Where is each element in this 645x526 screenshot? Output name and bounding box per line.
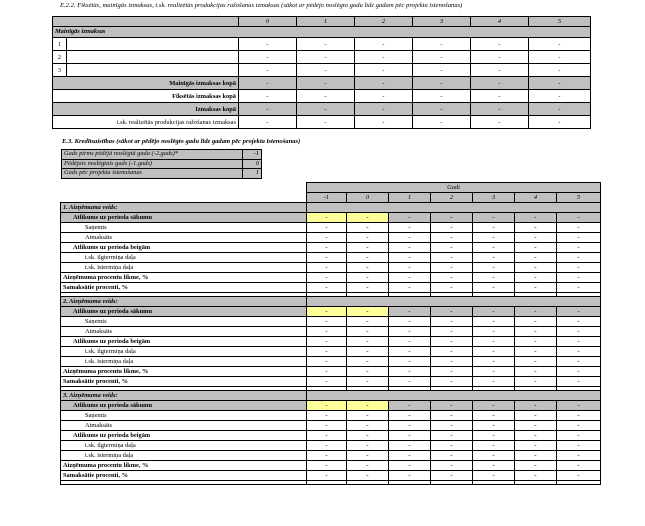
spacer-row: [61, 481, 601, 485]
value-cell[interactable]: -: [557, 233, 601, 243]
value-cell: -: [473, 347, 515, 357]
loan-title-row: 3. Aizņēmuma veids:: [61, 391, 601, 401]
col-header: 0: [347, 193, 389, 203]
value-cell[interactable]: -: [389, 411, 431, 421]
value-cell: -: [307, 337, 347, 347]
col-header: 2: [431, 193, 473, 203]
value-cell[interactable]: -: [389, 223, 431, 233]
value-cell: -: [431, 307, 473, 317]
value-cell: -: [557, 431, 601, 441]
value-cell: -: [557, 243, 601, 253]
value-cell: -: [473, 213, 515, 223]
total-row: t.sk. realizētās produkcijas ražošanas izmaksas - - - - - -: [53, 116, 591, 129]
value-cell: -: [557, 307, 601, 317]
value-cell: -: [473, 377, 515, 387]
row-label: Saņemts: [61, 411, 307, 421]
table-row: [61, 273, 601, 283]
value-cell: -: [307, 451, 347, 461]
value-cell[interactable]: -: [307, 327, 347, 337]
value-cell: -: [557, 471, 601, 481]
value-cell[interactable]: -: [389, 273, 431, 283]
table-row: [61, 411, 601, 421]
value-cell: -: [515, 441, 557, 451]
table-row: [61, 401, 601, 411]
value-cell[interactable]: -: [515, 411, 557, 421]
value-cell: -: [431, 283, 473, 293]
value-cell[interactable]: -: [307, 401, 347, 411]
value-cell[interactable]: -: [307, 461, 347, 471]
row-label: Aizņēmuma procentu likme, %: [61, 461, 307, 471]
value-cell: -: [431, 377, 473, 387]
col-header: 4: [471, 17, 529, 27]
value-cell[interactable]: -: [307, 421, 347, 431]
value-cell[interactable]: -: [347, 317, 389, 327]
value-cell: -: [307, 283, 347, 293]
value-cell: -: [389, 401, 431, 411]
param-row: Pēdējais noslēgtais gads (-1.gads) 0: [62, 159, 262, 169]
row-name-cell[interactable]: [67, 38, 239, 51]
value-cell[interactable]: -: [431, 367, 473, 377]
table-row: [61, 223, 601, 233]
col-header: 3: [413, 17, 471, 27]
value-cell: -: [431, 401, 473, 411]
credit-table: [60, 182, 601, 485]
table-row: [61, 461, 601, 471]
value-cell: -: [389, 213, 431, 223]
value-cell[interactable]: -: [473, 367, 515, 377]
value-cell[interactable]: -: [389, 317, 431, 327]
params-table: [61, 149, 262, 179]
value-cell: -: [557, 337, 601, 347]
value-cell: -: [389, 347, 431, 357]
value-cell: -: [557, 253, 601, 263]
value-cell: -: [431, 451, 473, 461]
value-cell[interactable]: -: [431, 233, 473, 243]
value-cell[interactable]: -: [557, 317, 601, 327]
table-row: [61, 451, 601, 461]
value-cell: -: [347, 431, 389, 441]
value-cell[interactable]: -: [307, 223, 347, 233]
value-cell: -: [515, 451, 557, 461]
value-cell: -: [347, 451, 389, 461]
value-cell: -: [515, 401, 557, 411]
row-label: t.sk. īstermiņa daļa: [61, 451, 307, 461]
value-cell[interactable]: -: [347, 421, 389, 431]
value-cell[interactable]: -: [557, 367, 601, 377]
col-header: 0: [239, 17, 297, 27]
value-cell: -: [515, 243, 557, 253]
value-cell[interactable]: -: [473, 421, 515, 431]
value-cell[interactable]: -: [307, 233, 347, 243]
value-cell: -: [473, 243, 515, 253]
value-cell: -: [557, 283, 601, 293]
value-cell[interactable]: -: [515, 317, 557, 327]
value-cell: -: [473, 441, 515, 451]
row-label: Atlikums uz perioda beigām: [61, 431, 307, 441]
table-row: [61, 421, 601, 431]
table-row: [61, 347, 601, 357]
value-cell[interactable]: -: [473, 327, 515, 337]
value-cell: -: [473, 263, 515, 273]
row-label: Atlikums uz perioda beigām: [61, 243, 307, 253]
value-cell: -: [347, 347, 389, 357]
value-cell: -: [389, 471, 431, 481]
value-cell[interactable]: -: [515, 273, 557, 283]
section-e3-title: E.3. Kredītsaistības (sākot ar pēdējo noslēgto gadu līdz gadam pēc projekta īstenošanas): [62, 138, 301, 145]
value-cell: -: [515, 377, 557, 387]
value-cell: -: [307, 471, 347, 481]
value-cell: -: [515, 357, 557, 367]
value-cell: -: [515, 253, 557, 263]
col-header: 5: [529, 17, 591, 27]
value-cell[interactable]: -: [515, 223, 557, 233]
col-header: 3: [473, 193, 515, 203]
table-row: [61, 213, 601, 223]
value-cell[interactable]: -: [347, 233, 389, 243]
value-cell: -: [473, 253, 515, 263]
row-label: Aizņēmuma procentu likme, %: [61, 273, 307, 283]
value-cell: -: [307, 347, 347, 357]
value-cell: -: [557, 357, 601, 367]
value-cell[interactable]: -: [389, 327, 431, 337]
table-row: [61, 431, 601, 441]
value-cell: -: [389, 431, 431, 441]
value-cell[interactable]: -: [347, 411, 389, 421]
value-cell: -: [347, 243, 389, 253]
value-cell: -: [307, 263, 347, 273]
credit-header-row: [61, 193, 601, 203]
row-name-cell[interactable]: [67, 64, 239, 77]
table-row: [61, 253, 601, 263]
table-row: [61, 317, 601, 327]
row-label: t.sk. ilgtermiņa daļa: [61, 441, 307, 451]
value-cell[interactable]: -: [431, 317, 473, 327]
value-cell: -: [431, 263, 473, 273]
value-cell[interactable]: -: [389, 421, 431, 431]
value-cell: -: [557, 263, 601, 273]
value-cell: -: [557, 347, 601, 357]
value-cell: -: [307, 253, 347, 263]
total-row: Fiksētās izmaksas kopā - - - - - -: [53, 90, 591, 103]
value-cell: -: [431, 471, 473, 481]
costs-header-row: [53, 17, 591, 27]
value-cell[interactable]: -: [473, 233, 515, 243]
value-cell: -: [515, 307, 557, 317]
value-cell[interactable]: -: [307, 273, 347, 283]
row-label: Atmaksāts: [61, 421, 307, 431]
row-label: Samaksātie procenti, %: [61, 377, 307, 387]
value-cell[interactable]: -: [557, 327, 601, 337]
value-cell: -: [389, 283, 431, 293]
value-cell: -: [431, 357, 473, 367]
value-cell[interactable]: -: [307, 367, 347, 377]
value-cell: -: [431, 337, 473, 347]
value-cell[interactable]: -: [515, 233, 557, 243]
value-cell: -: [473, 283, 515, 293]
row-label: Atlikums uz perioda sākumu: [61, 307, 307, 317]
value-cell: -: [389, 357, 431, 367]
value-cell: -: [431, 213, 473, 223]
row-label: Samaksātie procenti, %: [61, 283, 307, 293]
value-cell[interactable]: -: [307, 317, 347, 327]
table-row: [61, 441, 601, 451]
row-label: Saņemts: [61, 223, 307, 233]
value-cell: -: [347, 283, 389, 293]
value-cell[interactable]: -: [557, 273, 601, 283]
value-cell: -: [431, 431, 473, 441]
total-row: Mainīgās izmaksas kopā - - - - - -: [53, 77, 591, 90]
table-row: [61, 471, 601, 481]
col-header: 4: [515, 193, 557, 203]
value-cell: -: [473, 471, 515, 481]
row-label: Atmaksāts: [61, 327, 307, 337]
value-cell: -: [389, 441, 431, 451]
row-label: Atlikums uz perioda beigām: [61, 337, 307, 347]
value-cell[interactable]: -: [347, 367, 389, 377]
value-cell[interactable]: -: [473, 273, 515, 283]
value-cell: -: [431, 347, 473, 357]
value-cell: -: [473, 401, 515, 411]
row-label: Atlikums uz perioda sākumu: [61, 213, 307, 223]
value-cell[interactable]: -: [389, 233, 431, 243]
value-cell[interactable]: -: [473, 223, 515, 233]
value-cell[interactable]: -: [557, 411, 601, 421]
value-cell[interactable]: -: [347, 461, 389, 471]
value-cell: -: [307, 441, 347, 451]
row-label: t.sk. īstermiņa daļa: [61, 263, 307, 273]
param-row: Gads pēc projekta īstenošanas 1: [62, 169, 262, 179]
value-cell[interactable]: -: [515, 461, 557, 471]
value-cell: -: [389, 263, 431, 273]
value-cell[interactable]: -: [431, 461, 473, 471]
value-cell: -: [557, 441, 601, 451]
row-label: Saņemts: [61, 317, 307, 327]
value-cell[interactable]: -: [431, 421, 473, 431]
row-label: Aizņēmuma procentu likme, %: [61, 367, 307, 377]
value-cell: -: [515, 471, 557, 481]
value-cell[interactable]: -: [431, 411, 473, 421]
value-cell[interactable]: -: [431, 327, 473, 337]
value-cell[interactable]: -: [557, 223, 601, 233]
value-cell[interactable]: -: [307, 213, 347, 223]
value-cell: -: [557, 213, 601, 223]
value-cell[interactable]: -: [473, 411, 515, 421]
loan-title-row: 2. Aizņēmuma veids:: [61, 297, 601, 307]
row-label: t.sk. ilgtermiņa daļa: [61, 347, 307, 357]
value-cell: -: [557, 377, 601, 387]
value-cell[interactable]: -: [473, 461, 515, 471]
value-cell: -: [389, 377, 431, 387]
param-row: Gads pirms pēdējā noslēgtā gada (-2.gads)* -1: [62, 150, 262, 160]
table-row: [61, 283, 601, 293]
section-e22-title: E.2.2. Fiksētās, mainīgās izmaksas, t.sk. realizētās produkcijas ražošanas izmaksas (sākot ar pēdējo noslēgto gadu līdz gadam pēc projekta īstenošanas): [60, 2, 463, 9]
value-cell: -: [557, 401, 601, 411]
row-label: Atlikums uz perioda sākumu: [61, 401, 307, 411]
years-label: Gadi: [307, 183, 601, 193]
value-cell[interactable]: -: [307, 411, 347, 421]
value-cell[interactable]: -: [515, 327, 557, 337]
table-row: [61, 263, 601, 273]
value-cell: -: [515, 347, 557, 357]
row-label: Atmaksāts: [61, 233, 307, 243]
value-cell: -: [557, 451, 601, 461]
value-cell: -: [347, 357, 389, 367]
value-cell[interactable]: -: [515, 367, 557, 377]
loan-title-row: 1. Aizņēmuma veids:: [61, 203, 601, 213]
value-cell: -: [473, 431, 515, 441]
value-cell[interactable]: -: [515, 421, 557, 431]
col-header: 2: [355, 17, 413, 27]
col-header: 1: [297, 17, 355, 27]
col-header: 5: [557, 193, 601, 203]
value-cell: -: [389, 451, 431, 461]
row-label: t.sk. ilgtermiņa daļa: [61, 253, 307, 263]
table-row: [61, 337, 601, 347]
table-row: [61, 357, 601, 367]
value-cell: -: [307, 431, 347, 441]
col-header: 1: [389, 193, 431, 203]
value-cell: -: [347, 337, 389, 347]
value-cell[interactable]: -: [431, 223, 473, 233]
table-row: [61, 233, 601, 243]
value-cell: -: [347, 441, 389, 451]
value-cell: -: [515, 431, 557, 441]
value-cell: -: [347, 263, 389, 273]
value-cell[interactable]: -: [347, 273, 389, 283]
table-row: 2 - - - - - -: [53, 51, 591, 64]
value-cell[interactable]: -: [557, 421, 601, 431]
value-cell: -: [307, 243, 347, 253]
row-label: t.sk. īstermiņa daļa: [61, 357, 307, 367]
value-cell: -: [515, 283, 557, 293]
value-cell: -: [347, 253, 389, 263]
value-cell: -: [431, 441, 473, 451]
value-cell[interactable]: -: [347, 327, 389, 337]
table-row: 1 - - - - - -: [53, 38, 591, 51]
value-cell: -: [515, 337, 557, 347]
table-row: [61, 327, 601, 337]
value-cell: -: [431, 253, 473, 263]
value-cell[interactable]: -: [347, 213, 389, 223]
variable-costs-header: Mainīgās izmaksas: [53, 27, 591, 38]
value-cell[interactable]: -: [307, 307, 347, 317]
value-cell[interactable]: -: [557, 461, 601, 471]
value-cell[interactable]: -: [473, 317, 515, 327]
value-cell: -: [389, 337, 431, 347]
value-cell[interactable]: -: [347, 307, 389, 317]
value-cell: -: [347, 471, 389, 481]
value-cell: -: [431, 243, 473, 253]
value-cell: -: [473, 357, 515, 367]
value-cell: -: [307, 377, 347, 387]
value-cell[interactable]: -: [347, 401, 389, 411]
value-cell: -: [389, 253, 431, 263]
value-cell: -: [473, 337, 515, 347]
col-header: -1: [307, 193, 347, 203]
value-cell: -: [515, 263, 557, 273]
table-row: [61, 367, 601, 377]
value-cell: -: [389, 307, 431, 317]
value-cell[interactable]: -: [389, 461, 431, 471]
table-row: [61, 377, 601, 387]
table-row: [61, 307, 601, 317]
value-cell: -: [473, 307, 515, 317]
row-name-cell[interactable]: [67, 51, 239, 64]
years-row: [61, 183, 601, 193]
value-cell: -: [515, 213, 557, 223]
value-cell: -: [389, 243, 431, 253]
table-row: 3 - - - - - -: [53, 64, 591, 77]
total-row: Izmaksas kopā - - - - - -: [53, 103, 591, 116]
value-cell: -: [473, 451, 515, 461]
value-cell[interactable]: -: [431, 273, 473, 283]
value-cell[interactable]: -: [389, 367, 431, 377]
row-label: Samaksātie procenti, %: [61, 471, 307, 481]
costs-table: [52, 16, 591, 129]
value-cell: -: [347, 377, 389, 387]
value-cell: -: [307, 357, 347, 367]
table-row: [61, 243, 601, 253]
value-cell[interactable]: -: [347, 223, 389, 233]
